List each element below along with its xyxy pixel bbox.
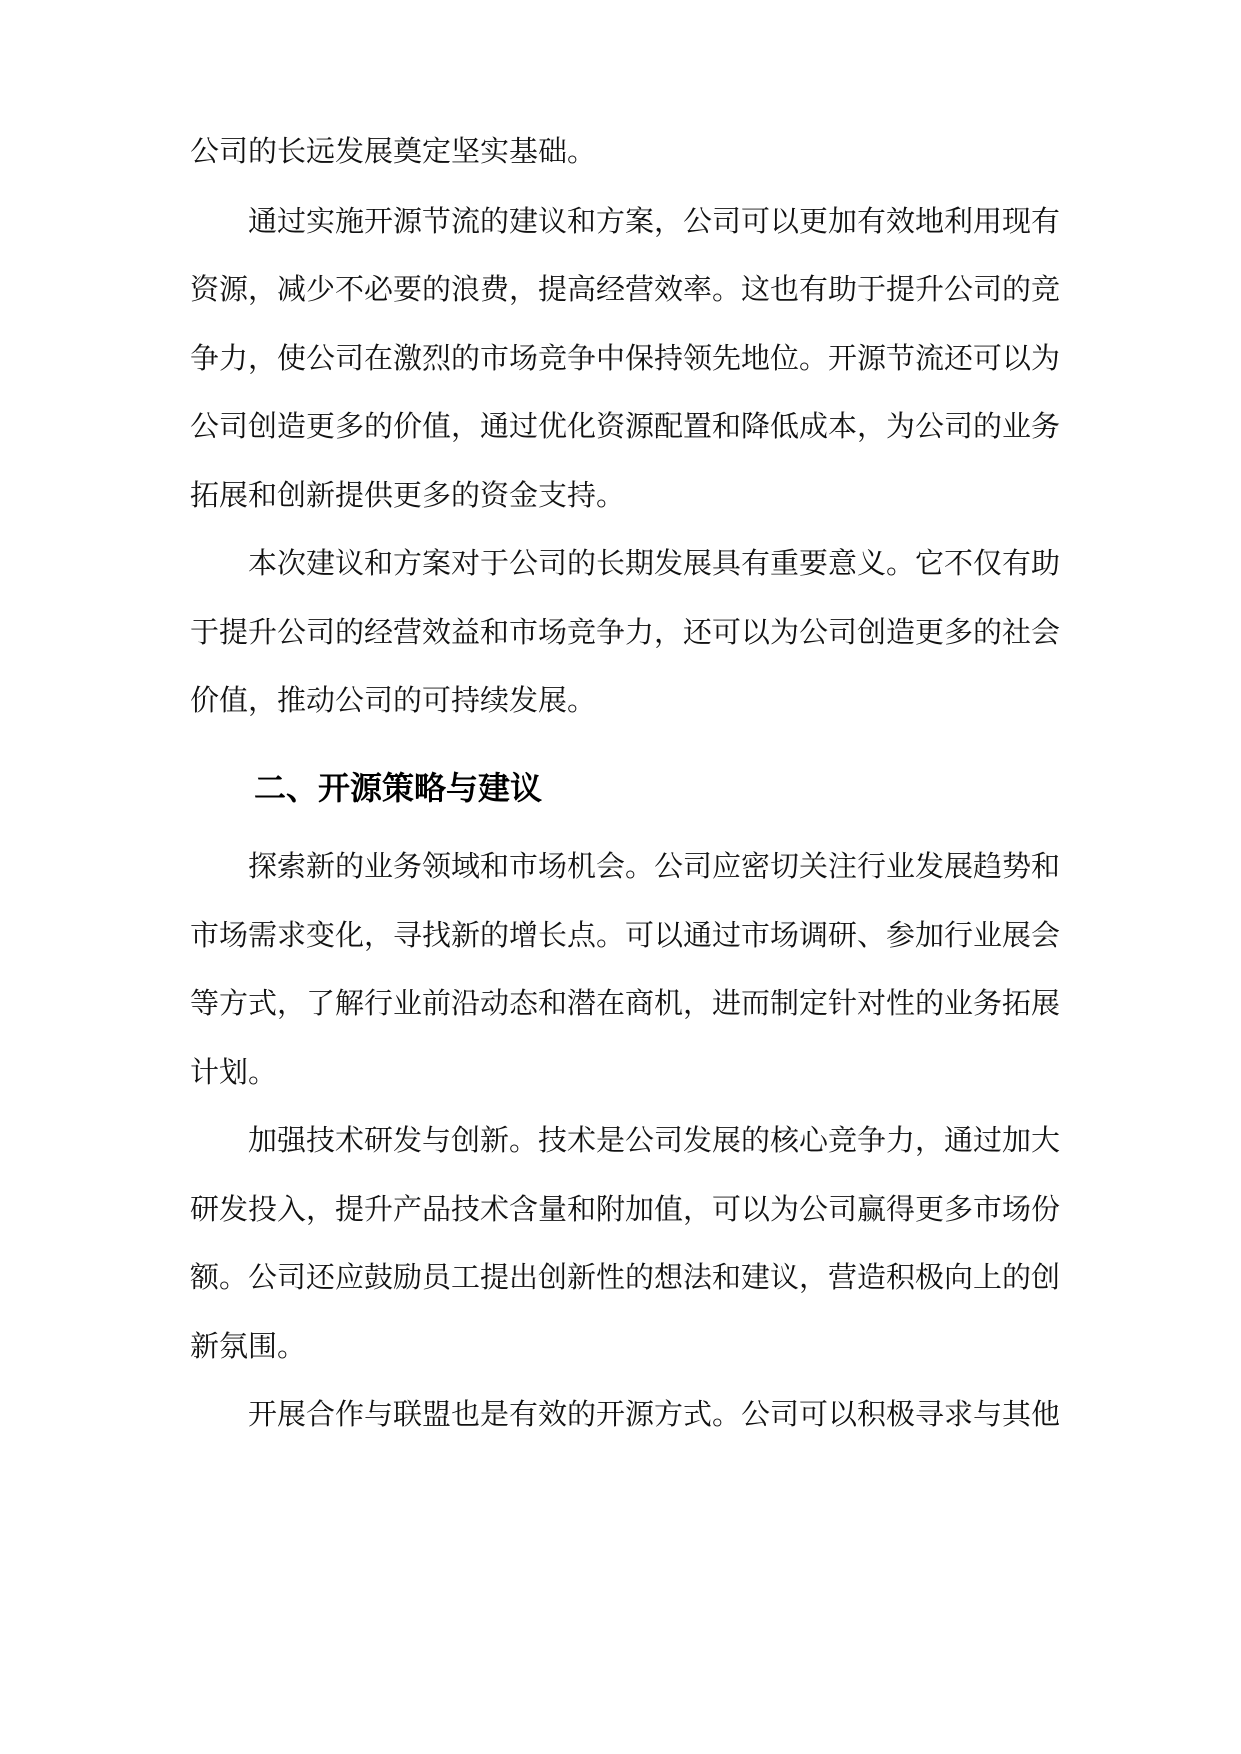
paragraph-line: 通过实施开源节流的建议和方案，公司可以更加有效地利用现有 [248,204,1061,238]
paragraph-line: 市场需求变化，寻找新的增长点。可以通过市场调研、参加行业展会 [190,918,1061,952]
paragraph-line: 探索新的业务领域和市场机会。公司应密切关注行业发展趋势和 [248,849,1061,883]
paragraph-line: 公司的长远发展奠定坚实基础。 [190,134,597,168]
paragraph-line: 新氛围。 [190,1329,307,1363]
paragraph-line: 拓展和创新提供更多的资金支持。 [190,478,626,512]
paragraph-line: 公司创造更多的价值，通过优化资源配置和降低成本，为公司的业务 [190,409,1061,443]
paragraph-line: 计划。 [190,1055,278,1089]
paragraph-line: 争力，使公司在激烈的市场竞争中保持领先地位。开源节流还可以为 [190,341,1061,375]
paragraph-line: 研发投入，提升产品技术含量和附加值，可以为公司赢得更多市场份 [190,1192,1061,1226]
paragraph-line: 本次建议和方案对于公司的长期发展具有重要意义。它不仅有助 [248,546,1061,580]
paragraph-line: 于提升公司的经营效益和市场竞争力，还可以为公司创造更多的社会 [190,615,1061,649]
paragraph-line: 价值，推动公司的可持续发展。 [190,683,597,717]
section-heading: 二、开源策略与建议 [254,769,543,807]
paragraph-line: 开展合作与联盟也是有效的开源方式。公司可以积极寻求与其他 [248,1397,1061,1431]
paragraph-line: 额。公司还应鼓励员工提出创新性的想法和建议，营造积极向上的创 [190,1260,1061,1294]
paragraph-line: 资源，减少不必要的浪费，提高经营效率。这也有助于提升公司的竞 [190,272,1061,306]
paragraph-line: 等方式，了解行业前沿动态和潜在商机，进而制定针对性的业务拓展 [190,986,1061,1020]
paragraph-line: 加强技术研发与创新。技术是公司发展的核心竞争力，通过加大 [248,1123,1061,1157]
